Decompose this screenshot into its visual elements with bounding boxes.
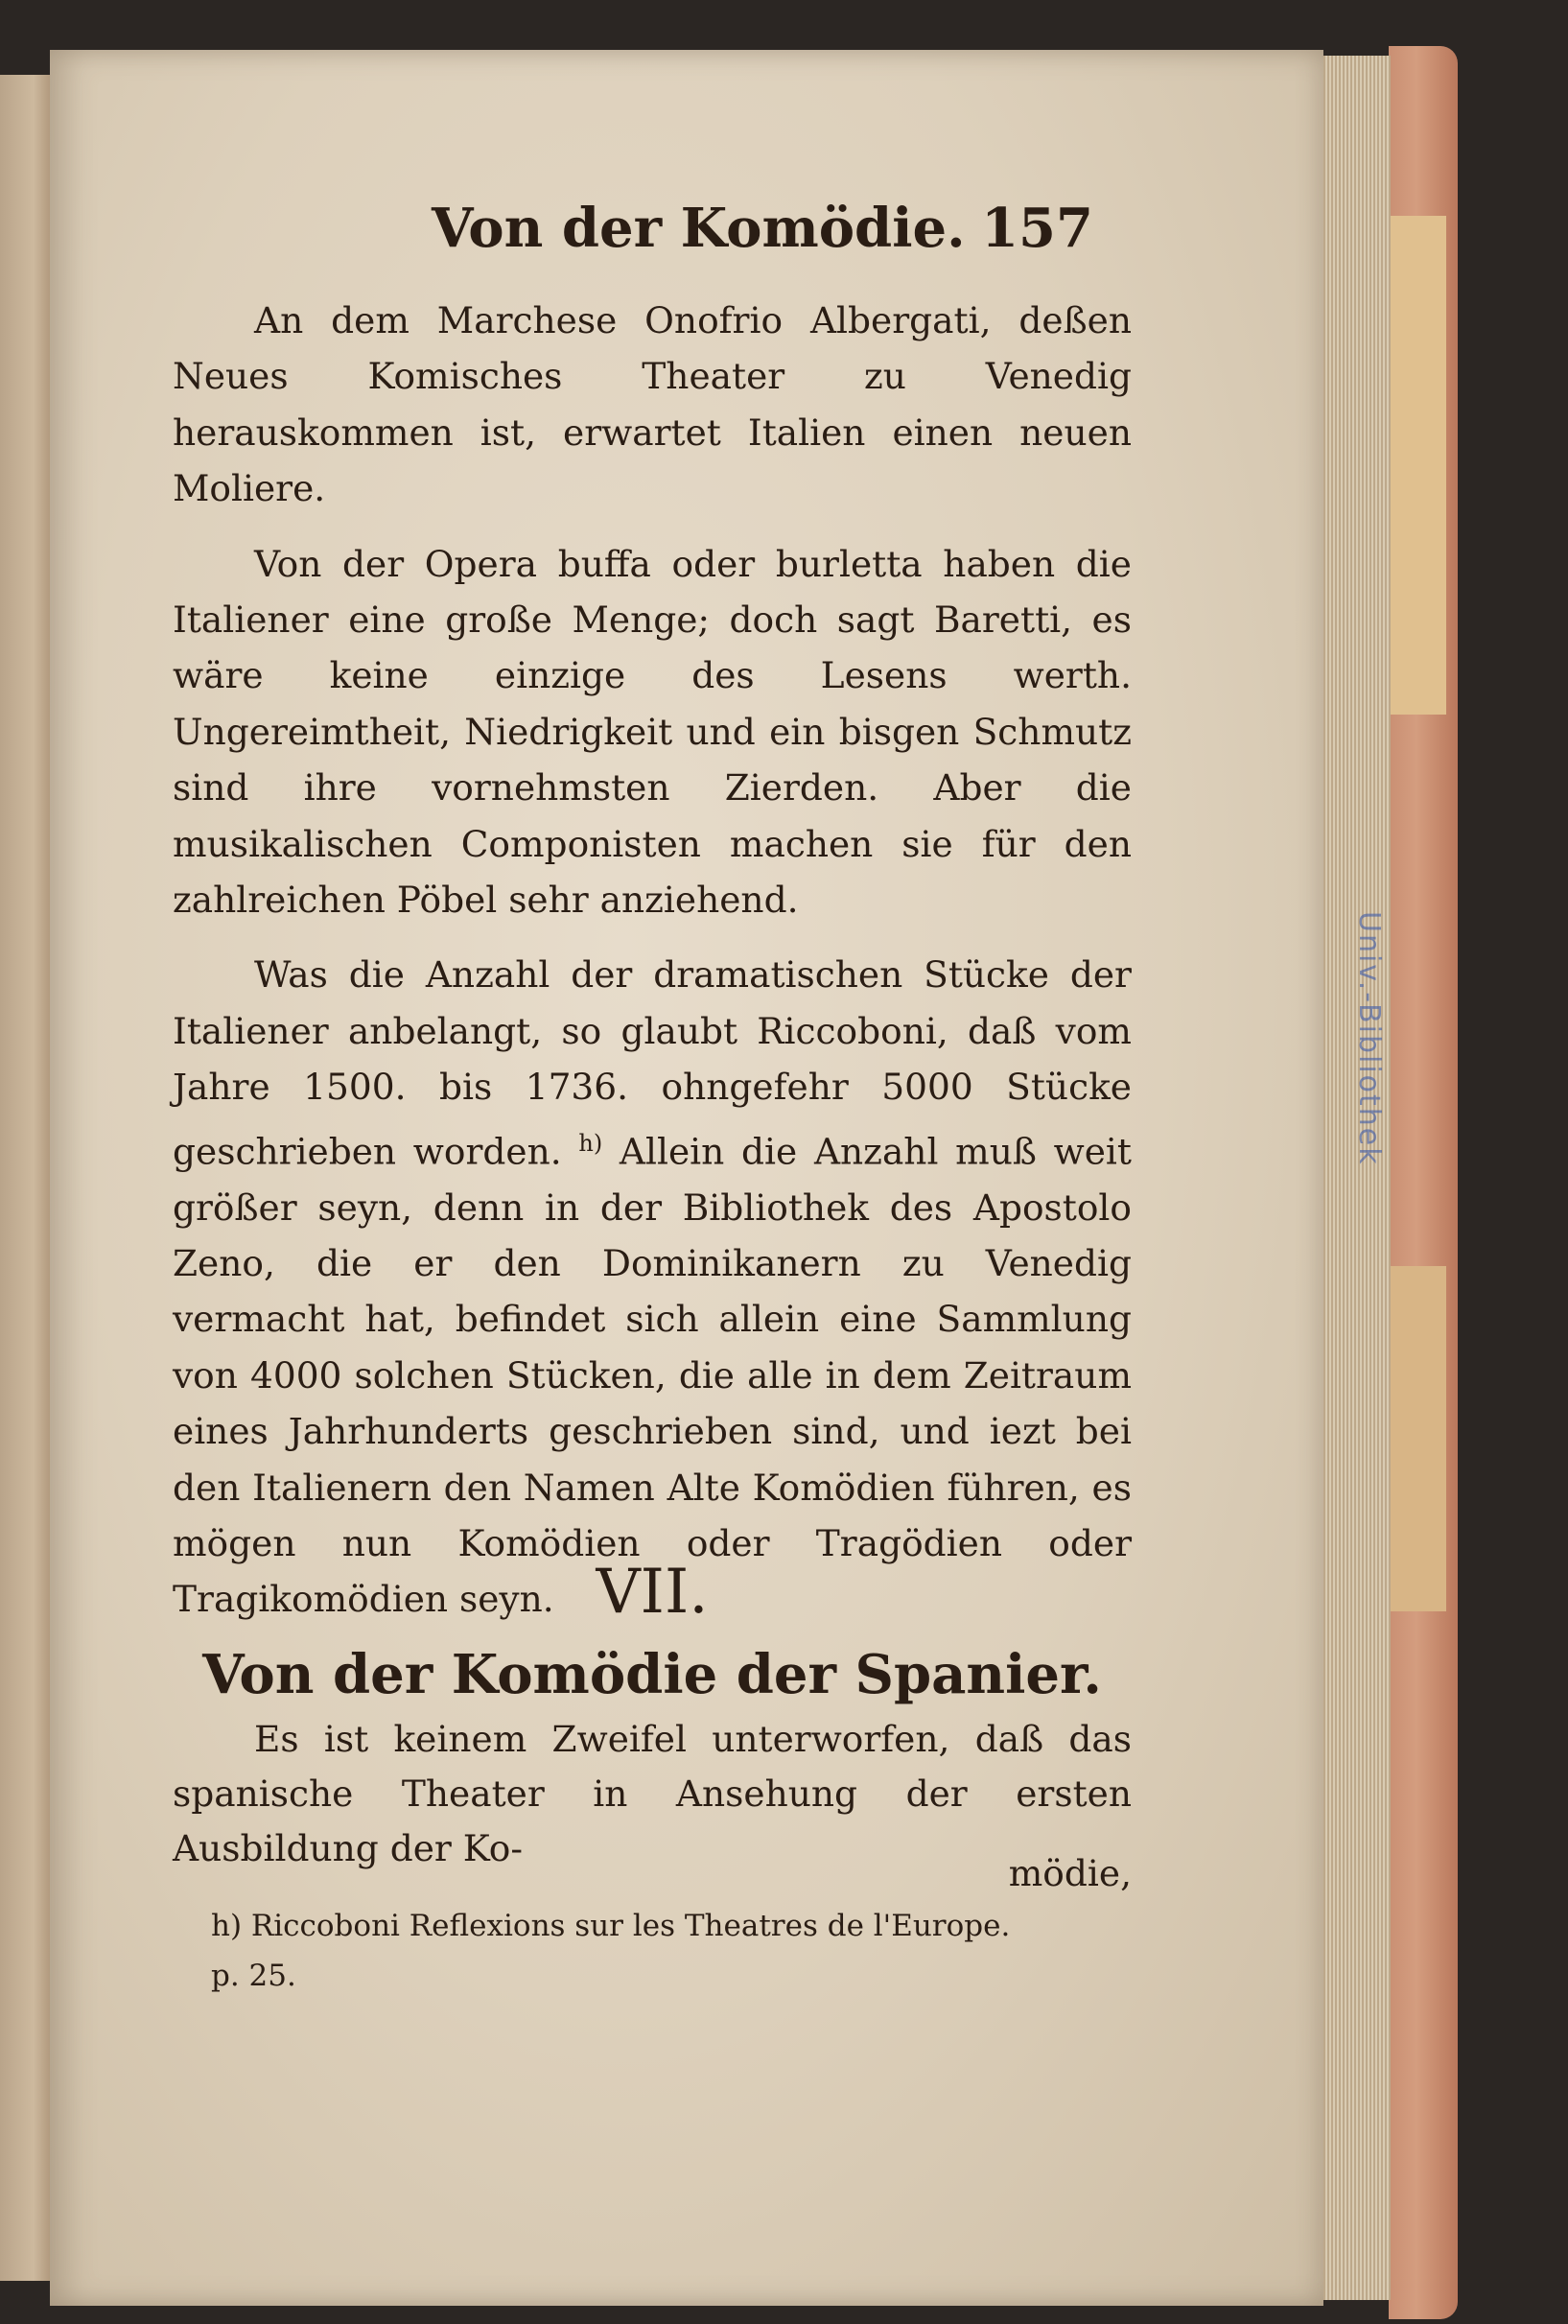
paragraph-text: Was die Anzahl der dramatischen Stücke der Italiener anbelangt, so glaubt Riccoboni, daß vom Jahre 1500. bis 1736. ohngefehr 5000 Stücke geschrieben worden. [173, 953, 1132, 1173]
footnote-line: p. 25. [211, 1959, 296, 1993]
chapter-title: Von der Komödie der Spanier. [202, 1643, 1102, 1706]
chapter-heading-block [173, 1554, 1132, 1715]
cover-label-band [1389, 216, 1446, 715]
footnote [211, 1901, 1132, 2001]
body-text [173, 293, 1132, 1628]
paragraph: Von der Opera buffa oder burletta haben die Italiener eine große Menge; doch sagt Baretti, es wäre keine einzige des Lesens werth. Ungereimtheit, Niedrigkeit und ein bisgen Schmutz sind ihre vornehmsten Zierden. Aber die musikalischen Componisten machen sie für den zahlreichen Pöbel sehr anziehend. [173, 542, 1132, 922]
library-stamp: Univ.-Bibliothek [1352, 911, 1386, 1166]
footnote-line: h) Riccoboni Reflexions sur les Theatres de l'Europe. [211, 1909, 1011, 1943]
paragraph: Es ist keinem Zweifel unterworfen, daß das spanische Theater in Ansehung der ersten Ausbildung der Ko- [173, 1718, 1132, 1869]
footnote-reference: h) [578, 1129, 603, 1157]
catchword: mödie, [1008, 1852, 1132, 1894]
running-title: Von der Komödie. [432, 197, 966, 260]
paragraph [173, 947, 1132, 1627]
running-header [432, 197, 1103, 264]
cover-label-band-lower [1389, 1266, 1446, 1611]
chapter-number: VII. [596, 1557, 709, 1628]
paragraph: An dem Marchese Onofrio Albergati, deßen Neues Komisches Theater zu Venedig herauskommen ist, erwartet Italien einen neuen Moliere. [173, 299, 1132, 510]
facing-page-edge [0, 75, 56, 2281]
paragraph-text: Allein die Anzahl muß weit größer seyn, denn in der Bibliothek des Apostolo Zeno, die er den Dominikanern zu Venedig vermacht hat, befindet sich allein eine Sammlung von 4000 solchen Stücken, die alle in dem Zeitraum eines Jahrhunderts geschrieben sind, und iezt bei den Italienern den Namen Alte Komödien führen, es mögen nun Komödien oder Tragödien oder Tragikomödien seyn. [173, 1130, 1132, 1621]
page-number: 157 [981, 197, 1093, 260]
